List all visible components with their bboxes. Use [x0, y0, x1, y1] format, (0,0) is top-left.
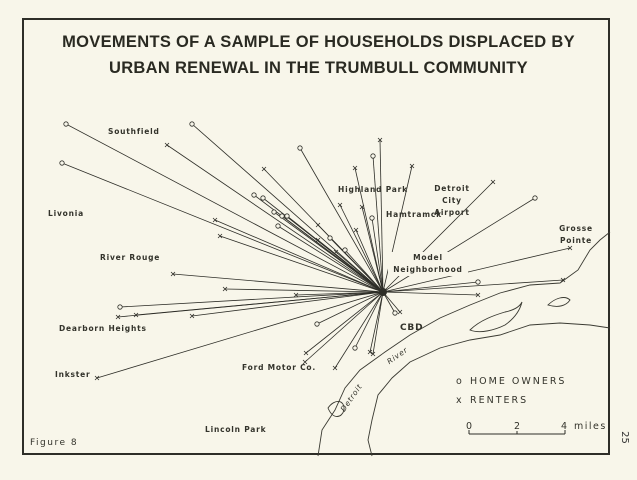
renter-move-line — [383, 292, 478, 295]
renter-move-line — [173, 274, 383, 292]
belle-isle — [470, 302, 522, 332]
home-owner-marker — [533, 196, 537, 200]
scale-tick-0: 0 — [466, 421, 474, 432]
home-owner-marker — [60, 161, 64, 165]
home-owner-marker — [476, 280, 480, 284]
map-title-line1: MOVEMENTS OF A SAMPLE OF HOUSEHOLDS DISPLACED BY — [62, 33, 575, 51]
home-owner-marker — [328, 236, 332, 240]
home-owner-marker — [280, 214, 284, 218]
renter-marker — [165, 143, 169, 147]
renter-marker — [213, 218, 217, 222]
renter-marker — [316, 223, 320, 227]
label-airport-line2: City — [442, 196, 462, 205]
label-model-neighborhood — [388, 252, 468, 276]
renter-move-line — [220, 236, 383, 292]
renter-move-line — [192, 292, 383, 316]
label-inkster: Inkster — [55, 370, 91, 379]
home-owner-marker — [190, 122, 194, 126]
renter-marker — [398, 310, 402, 314]
figure-label: Figure 8 — [30, 438, 79, 448]
renter-move-line — [336, 252, 383, 292]
label-grosse-pointe — [556, 223, 596, 247]
label-ford-motor: Ford Motor Co. — [242, 363, 317, 372]
owner-move-line — [282, 216, 383, 292]
label-detroit-river: Detroit — [338, 382, 365, 414]
renter-move-line — [305, 292, 383, 362]
legend-owner-symbol: o — [456, 376, 464, 387]
label-livonia: Livonia — [48, 209, 84, 218]
label-lincoln-park: Lincoln Park — [205, 425, 267, 434]
label-river-rouge: River Rouge — [100, 253, 161, 262]
label-model-line1: Model — [413, 253, 443, 262]
label-river: River — [385, 345, 410, 366]
scale-tick-2: 2 — [514, 421, 522, 432]
home-owner-marker — [118, 305, 122, 309]
river-bank-east — [368, 323, 610, 456]
renter-move-line — [97, 292, 383, 378]
home-owner-marker — [252, 193, 256, 197]
legend-renters: RENTERS — [470, 395, 529, 406]
label-grosse-line2: Pointe — [559, 236, 593, 245]
label-hamtramck: Hamtramck — [386, 210, 442, 219]
scale-unit: miles — [574, 421, 607, 432]
home-owner-marker — [370, 216, 374, 220]
page-number: 25 — [618, 431, 630, 444]
home-owner-marker — [315, 322, 319, 326]
label-airport-line3: Airport — [434, 208, 470, 217]
label-cbd: CBD — [400, 323, 424, 333]
home-owner-marker — [276, 224, 280, 228]
home-owner-marker — [272, 210, 276, 214]
scale-tick-4: 4 — [561, 421, 569, 432]
home-owner-marker — [393, 311, 397, 315]
legend-renter-symbol: x — [456, 395, 464, 406]
renter-marker — [95, 376, 99, 380]
home-owner-marker — [353, 346, 357, 350]
renter-marker — [218, 234, 222, 238]
trumbull-origin — [379, 288, 387, 296]
renter-marker — [338, 203, 342, 207]
label-model-line2: Neighborhood — [393, 265, 463, 274]
renter-move-line — [225, 289, 383, 292]
home-owner-marker — [261, 196, 265, 200]
renter-marker — [262, 167, 266, 171]
label-city-airport — [430, 183, 474, 219]
label-southfield: Southfield — [108, 127, 160, 136]
renter-marker — [354, 228, 358, 232]
legend-home-owners: HOME OWNERS — [470, 376, 567, 387]
home-owner-marker — [371, 154, 375, 158]
home-owner-marker — [64, 122, 68, 126]
small-island — [548, 298, 570, 307]
label-airport-line1: Detroit — [434, 184, 470, 193]
renter-marker — [491, 180, 495, 184]
label-dearborn-heights: Dearborn Heights — [59, 324, 147, 333]
owner-move-line — [192, 124, 383, 292]
label-grosse-line1: Grosse — [559, 224, 593, 233]
renter-marker — [333, 366, 337, 370]
home-owner-marker — [285, 214, 289, 218]
owner-move-line — [66, 124, 383, 292]
map-title-line2: URBAN RENEWAL IN THE TRUMBULL COMMUNITY — [109, 59, 528, 77]
label-highland-park: Highland Park — [338, 185, 408, 194]
home-owner-marker — [298, 146, 302, 150]
home-owner-marker — [343, 248, 347, 252]
renter-marker — [304, 351, 308, 355]
